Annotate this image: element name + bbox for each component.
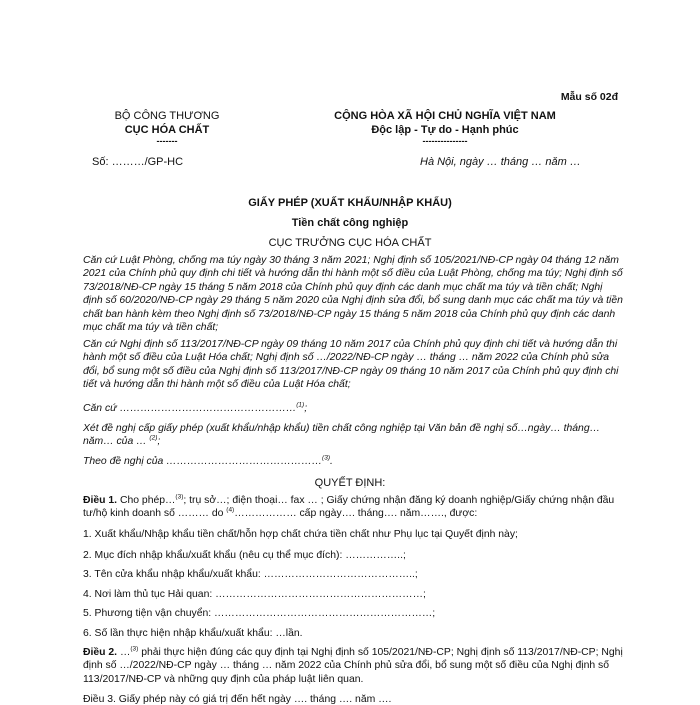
list-item: 6. Số lần thực hiện nhập khẩu/xuất khẩu: …lần.: [83, 628, 303, 639]
legal-basis-4: Xét đề nghị cấp giấy phép (xuất khẩu/nhập khẩu) tiền chất công nghiệp tại Văn bản đề nghị số…ngày… tháng… năm… của … $^{(2)}$;: [83, 423, 601, 448]
list-item: 4. Nơi làm thủ tục Hải quan: ……………………………………………………;: [83, 589, 426, 600]
issuing-authority: CỤC TRƯỞNG CỤC HÓA CHẤT: [268, 237, 432, 249]
article-2: Điều 2. …$^{(3)}$ phải thực hiện đúng các quy định tại Nghị định số 105/2021/NĐ-CP; Nghị định số 113/2017/NĐ-CP; Nghị định số …/2022/NĐ-CP ngày … tháng … năm 2022 của Chính phủ sửa đổi, bổ sung một số điều của Nghị định số 113/2017/NĐ-CP và những quy định của pháp luật liên quan.: [83, 645, 623, 685]
decision-heading: QUYẾT ĐỊNH:: [314, 477, 386, 489]
legal-basis-1: Căn cứ Luật Phòng, chống ma túy ngày 30 tháng 3 năm 2021; Nghị định số 105/2021/NĐ-CP ngày 04 tháng 12 năm 2021 của Chính phủ quy định chi tiết và hướng dẫn thi hành một số điều của Luật Phòng, chống ma túy; Nghị định số 73/2018/NĐ-CP ngày 15 tháng 5 năm 2018 của Chính phủ quy định các danh mục chất ma túy và tiền chất; Nghị định số 60/2020/NĐ-CP ngày 29 tháng 5 năm 2020 của Nghị định sửa đổi, bổ sung danh mục các chất ma túy và tiền chất ban hành kèm theo Nghị định số 73/2018/NĐ-CP ngày 15 tháng 5 năm 2018 của Chính phủ quy định các danh mục chất ma túy và tiền chất;: [83, 255, 623, 334]
legal-basis-2: Căn cứ Nghị định số 113/2017/NĐ-CP ngày 09 tháng 10 năm 2017 của Chính phủ quy định chi tiết và hướng dẫn thi hành một số điều của Luật Hóa chất; Nghị định số …/2022/NĐ-CP ngày … tháng … năm 2022 của Chính phủ sửa đổi, bổ sung một số điều của Nghị định số 113/2017/NĐ-CP ngày 09 tháng 10 năm 2017 của Chính phủ quy định chi tiết và hướng dẫn thi hành một số điều của Luật Hóa chất;: [83, 339, 619, 391]
country-name: CỘNG HÒA XÃ HỘI CHỦ NGHĨA VIỆT NAM: [334, 110, 556, 122]
list-item: 2. Mục đích nhập khẩu/xuất khẩu (nêu cụ thể mục đích): ……………..;: [83, 550, 406, 561]
place-date: Hà Nội, ngày … tháng … năm …: [420, 156, 581, 168]
list-item: 5. Phương tiện vận chuyển: ………………………………………………………;: [83, 608, 436, 619]
left-divider: -------: [156, 136, 178, 146]
list-item: 1. Xuất khẩu/Nhập khẩu tiền chất/hỗn hợp chất chứa tiền chất như Phụ lục tại Quyết định này;: [83, 529, 518, 540]
document-title: GIẤY PHÉP (XUẤT KHẨU/NHẬP KHẨU): [248, 197, 452, 209]
list-item: 3. Tên cửa khẩu nhập khẩu/xuất khẩu: ……………………………………..;: [83, 569, 418, 580]
department-name: CỤC HÓA CHẤT: [124, 124, 210, 136]
ministry-name: BỘ CÔNG THƯƠNG: [114, 110, 220, 122]
article-3-partial: Điều 3. Giấy phép này có giá trị đến hết ngày …. tháng …. năm ….: [83, 694, 392, 705]
right-divider: ---------------: [422, 136, 468, 146]
national-header: [305, 109, 585, 146]
document-subtitle: Tiền chất công nghiệp: [291, 217, 409, 229]
issuer-header: [92, 109, 242, 146]
article-1: Điều 1. Cho phép…$^{(3)}$; trụ sở…; điện thoại… fax … ; Giấy chứng nhận đăng ký doanh nghiệp/Giấy chứng nhận đầu tư/hộ kinh doanh số ……… do $^{(4)}$……………… cấp ngày…. tháng…. năm……., được:: [83, 493, 615, 520]
document-number: Số: ………/GP-HC: [92, 156, 184, 168]
national-motto: Độc lập - Tự do - Hạnh phúc: [371, 124, 519, 136]
form-number: Mẫu số 02đ: [560, 91, 618, 103]
legal-basis-5: Theo đề nghị của ………………………………………$^{(3)}$.: [83, 454, 333, 467]
legal-basis-3: Căn cứ ……………………………………………$^{(1)}$;: [83, 401, 308, 414]
